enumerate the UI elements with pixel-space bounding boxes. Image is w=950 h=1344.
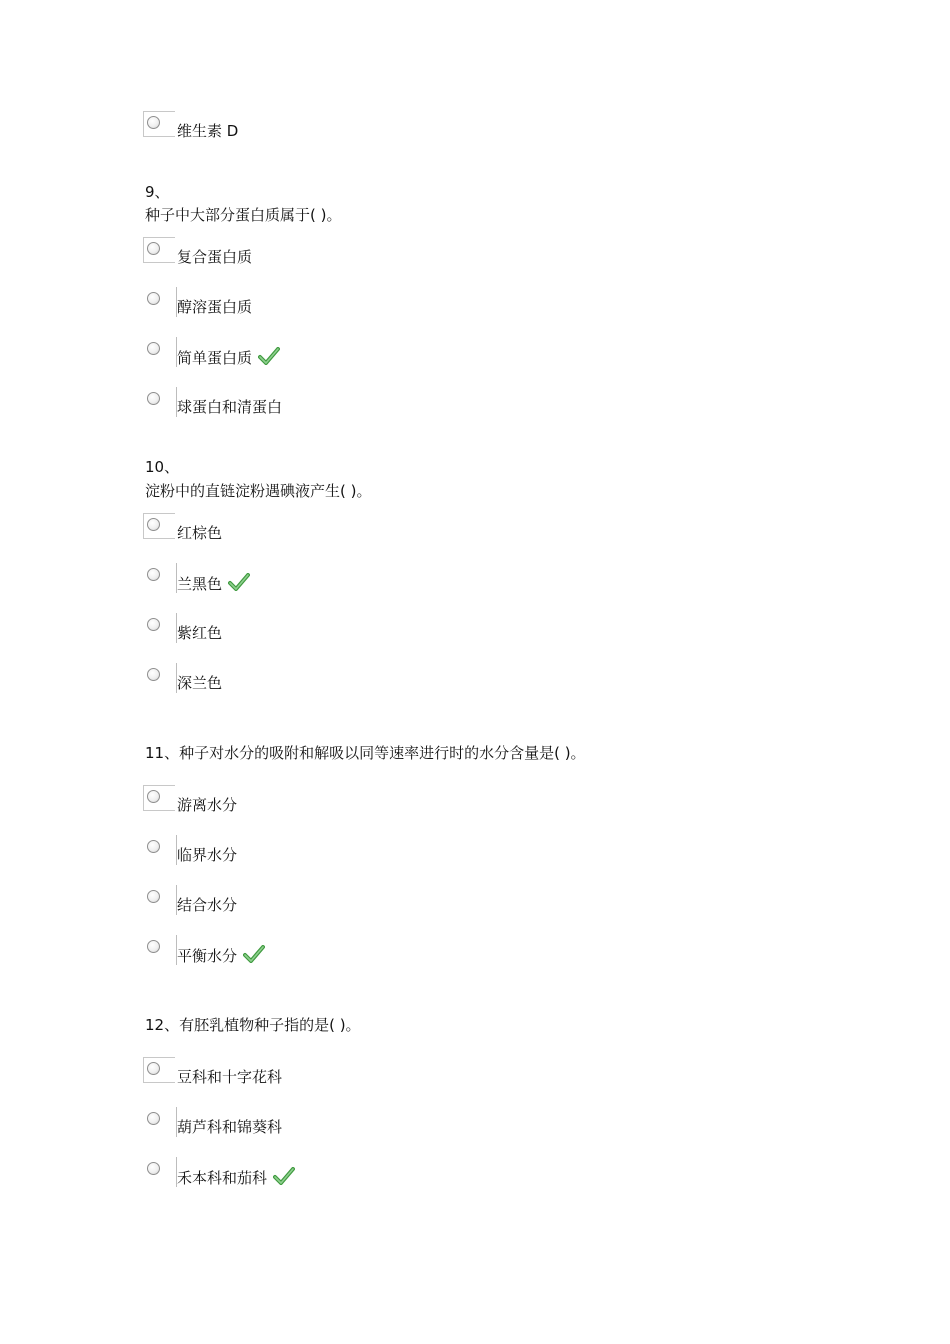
question-12-option-1[interactable] <box>143 1057 543 1091</box>
radio-frame <box>143 237 175 263</box>
question-9-option-3[interactable] <box>143 337 543 371</box>
question-11-text: 11、种子对水分的吸附和解吸以同等速率进行时的水分含量是( )。 <box>145 744 586 762</box>
option-label: 红棕色 <box>177 524 223 542</box>
question-10-option-3[interactable] <box>143 613 543 647</box>
option-label-with-check <box>177 347 280 368</box>
option-label: 维生素 D <box>177 122 239 140</box>
option-label-with-check <box>177 1167 295 1188</box>
radio-button-icon[interactable] <box>147 790 160 803</box>
option-label: 临界水分 <box>177 846 238 864</box>
radio-button-icon[interactable] <box>147 840 160 853</box>
question-10-option-1[interactable] <box>143 513 543 547</box>
radio-frame <box>143 1057 175 1083</box>
radio-button-icon[interactable] <box>147 116 160 129</box>
checkmark-icon <box>273 1167 295 1185</box>
radio-frame <box>143 111 175 137</box>
question-11-option-3[interactable] <box>143 885 543 919</box>
radio-button-icon[interactable] <box>147 890 160 903</box>
checkmark-icon <box>243 945 265 963</box>
radio-frame <box>143 885 175 911</box>
radio-button-icon[interactable] <box>147 1162 160 1175</box>
question-10-option-4[interactable] <box>143 663 543 697</box>
radio-frame <box>143 835 175 861</box>
radio-frame <box>143 563 175 589</box>
question-12-text: 12、有胚乳植物种子指的是( )。 <box>145 1016 361 1034</box>
radio-button-icon[interactable] <box>147 618 160 631</box>
question-11-option-1[interactable] <box>143 785 543 819</box>
question-12-option-2[interactable] <box>143 1107 543 1141</box>
question-12-option-3[interactable] <box>143 1157 543 1191</box>
radio-button-icon[interactable] <box>147 940 160 953</box>
radio-frame <box>143 387 175 413</box>
question-8-option-1[interactable] <box>143 111 543 145</box>
option-label: 豆科和十字花科 <box>177 1068 283 1086</box>
question-10-option-2[interactable] <box>143 563 543 597</box>
radio-frame <box>143 1157 175 1183</box>
checkmark-icon <box>228 573 250 591</box>
radio-frame <box>143 513 175 539</box>
radio-frame <box>143 287 175 313</box>
option-label: 游离水分 <box>177 796 238 814</box>
question-9-option-1[interactable] <box>143 237 543 271</box>
radio-button-icon[interactable] <box>147 392 160 405</box>
radio-button-icon[interactable] <box>147 342 160 355</box>
question-10-number: 10、 <box>145 458 180 476</box>
radio-frame <box>143 935 175 961</box>
question-11-option-2[interactable] <box>143 835 543 869</box>
radio-button-icon[interactable] <box>147 1112 160 1125</box>
option-label: 禾本科和茄科 <box>177 1169 268 1187</box>
radio-button-icon[interactable] <box>147 292 160 305</box>
radio-frame <box>143 663 175 689</box>
question-9-number: 9、 <box>145 183 170 201</box>
option-label: 葫芦科和锦葵科 <box>177 1118 283 1136</box>
radio-button-icon[interactable] <box>147 668 160 681</box>
option-label: 平衡水分 <box>177 947 238 965</box>
radio-button-icon[interactable] <box>147 518 160 531</box>
option-label: 醇溶蛋白质 <box>177 298 253 316</box>
option-label-with-check <box>177 945 265 966</box>
option-label-with-check <box>177 573 250 594</box>
option-label: 紫红色 <box>177 624 223 642</box>
option-label: 结合水分 <box>177 896 238 914</box>
radio-frame <box>143 1107 175 1133</box>
option-label: 球蛋白和清蛋白 <box>177 398 283 416</box>
radio-frame <box>143 337 175 363</box>
option-label: 兰黑色 <box>177 575 223 593</box>
checkmark-icon <box>258 347 280 365</box>
question-9-text: 种子中大部分蛋白质属于( )。 <box>145 206 342 224</box>
radio-frame <box>143 613 175 639</box>
option-label: 深兰色 <box>177 674 223 692</box>
question-11-option-4[interactable] <box>143 935 543 969</box>
question-9-option-2[interactable] <box>143 287 543 321</box>
radio-frame <box>143 785 175 811</box>
radio-button-icon[interactable] <box>147 242 160 255</box>
radio-button-icon[interactable] <box>147 568 160 581</box>
question-10-text: 淀粉中的直链淀粉遇碘液产生( )。 <box>145 482 372 500</box>
question-9-option-4[interactable] <box>143 387 543 421</box>
option-label: 简单蛋白质 <box>177 349 253 367</box>
option-label: 复合蛋白质 <box>177 248 253 266</box>
radio-button-icon[interactable] <box>147 1062 160 1075</box>
